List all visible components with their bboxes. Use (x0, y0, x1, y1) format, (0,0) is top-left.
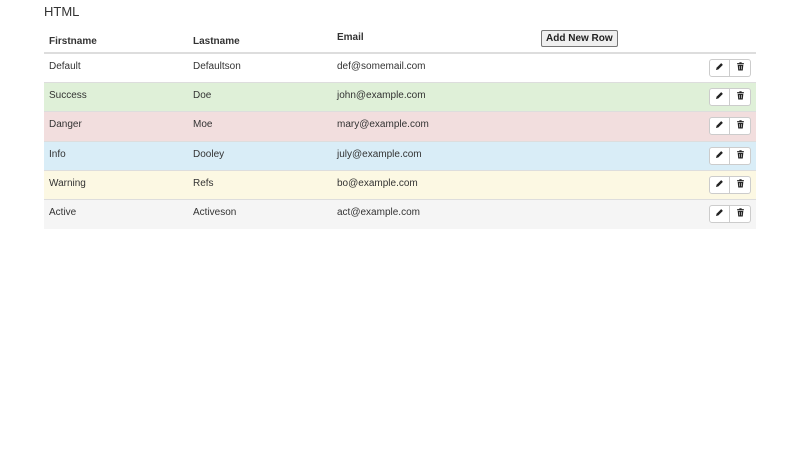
table-row (44, 171, 756, 200)
trash-icon (736, 179, 745, 191)
edit-row-button[interactable] (709, 147, 730, 165)
cell-actions (536, 82, 756, 111)
cell-lastname: Refs (188, 171, 332, 200)
cell-actions (536, 141, 756, 170)
trash-icon (736, 120, 745, 132)
table-row (44, 53, 756, 82)
cell-lastname: Doe (188, 82, 332, 111)
delete-row-button[interactable] (730, 205, 751, 223)
edit-row-button[interactable] (709, 205, 730, 223)
cell-email: def@somemail.com (337, 61, 426, 72)
trash-icon (736, 150, 745, 162)
cell-email: john@example.com (332, 82, 536, 111)
delete-row-button[interactable] (730, 117, 751, 135)
cell-email: july@example.com (332, 141, 536, 170)
pencil-icon (715, 208, 724, 220)
header-firstname: Firstname (44, 28, 188, 53)
add-new-row-button[interactable]: Add New Row (541, 30, 618, 47)
pencil-icon (715, 91, 724, 103)
trash-icon (736, 91, 745, 103)
cell-firstname: Default (49, 61, 81, 72)
row-action-group (709, 176, 751, 194)
table-row (44, 82, 756, 111)
cell-firstname: Success (44, 82, 188, 111)
header-email: Email (332, 28, 536, 53)
cell-actions (536, 200, 756, 229)
pencil-icon (715, 62, 724, 74)
row-action-group (709, 88, 751, 106)
table-row (44, 112, 756, 141)
header-lastname: Lastname (188, 28, 332, 53)
table-row (44, 141, 756, 170)
cell-firstname: Danger (44, 112, 188, 141)
data-table (44, 28, 756, 229)
table-header-row (44, 28, 756, 53)
edit-row-button[interactable] (709, 88, 730, 106)
delete-row-button[interactable] (730, 147, 751, 165)
cell-firstname: Warning (44, 171, 188, 200)
cell-lastname: Activeson (188, 200, 332, 229)
cell-email: mary@example.com (332, 112, 536, 141)
pencil-icon (715, 120, 724, 132)
cell-lastname: Dooley (188, 141, 332, 170)
edit-row-button[interactable] (709, 176, 730, 194)
page-title: HTML (44, 4, 80, 19)
edit-row-button[interactable] (709, 117, 730, 135)
edit-row-button[interactable] (709, 59, 730, 77)
table-body (44, 53, 756, 229)
trash-icon (736, 208, 745, 220)
delete-row-button[interactable] (730, 88, 751, 106)
table-row (44, 200, 756, 229)
row-action-group (709, 205, 751, 223)
cell-email: bo@example.com (332, 171, 536, 200)
row-action-group (709, 59, 751, 77)
pencil-icon (715, 179, 724, 191)
cell-firstname: Info (44, 141, 188, 170)
cell-actions (536, 53, 756, 82)
pencil-icon (715, 150, 724, 162)
cell-actions (536, 112, 756, 141)
delete-row-button[interactable] (730, 59, 751, 77)
cell-firstname: Active (44, 200, 188, 229)
trash-icon (736, 62, 745, 74)
cell-lastname: Moe (188, 112, 332, 141)
cell-actions (536, 171, 756, 200)
row-action-group (709, 147, 751, 165)
delete-row-button[interactable] (730, 176, 751, 194)
header-actions (536, 28, 756, 53)
cell-lastname: Defaultson (193, 61, 241, 72)
cell-email: act@example.com (332, 200, 536, 229)
row-action-group (709, 117, 751, 135)
